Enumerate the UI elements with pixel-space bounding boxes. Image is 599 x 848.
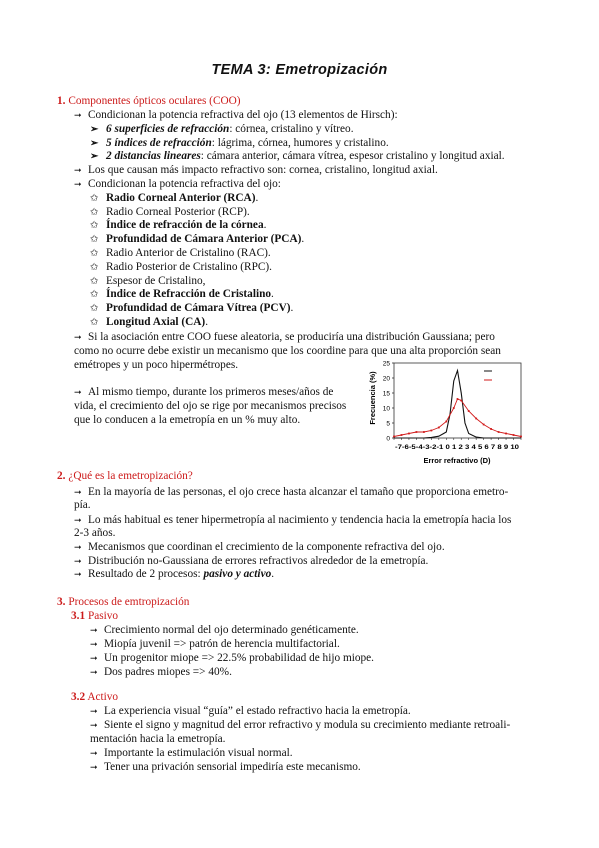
- list-item: ✩ Longitud Axial (CA).: [90, 316, 209, 328]
- data-point: [483, 424, 485, 426]
- data-point: [490, 428, 492, 430]
- series-line-red: [394, 399, 521, 437]
- page-title: TEMA 3: Emetropización: [211, 62, 388, 78]
- chart-x-label: Error refractivo (D): [423, 456, 491, 465]
- chart-plot-frame: [394, 363, 521, 438]
- y-tick-label: 10: [382, 405, 390, 413]
- arrow-icon: ➞: [74, 542, 82, 552]
- data-point: [460, 400, 462, 402]
- paragraph-line: ➞ Si la asociación entre COO fuese aleatoria, se produciría una distribución Gaussiana; pero: [74, 331, 495, 343]
- list-item: ✩ Radio Corneal Anterior (RCA).: [90, 192, 259, 204]
- star-bullet-icon: ✩: [90, 289, 99, 300]
- list-item: ➞ La experiencia visual “guía” el estado refractivo hacia la emetropía.: [90, 705, 411, 717]
- star-bullet-icon: ✩: [90, 317, 99, 328]
- y-tick-label: 0: [386, 435, 390, 443]
- arrow-icon: ➞: [74, 179, 82, 189]
- paragraph-line: como no ocurre debe existir un mecanismo que los coordine para que una alta proporción sean: [74, 345, 501, 357]
- section-2-heading: 2. ¿Qué es la emetropización?: [57, 470, 193, 482]
- data-point: [393, 436, 395, 438]
- paragraph-line: vida, el crecimiento del ojo se rige por mecanismos precisos: [74, 400, 347, 412]
- section-1-heading: 1. Componentes ópticos oculares (COO): [57, 95, 241, 107]
- list-item: ✩ Radio Corneal Posterior (RCP).: [90, 206, 250, 218]
- data-point: [438, 427, 440, 429]
- paragraph-line: ➞ Lo más habitual es tener hipermetropía al nacimiento y tendencia hacia la emetropía hacia los: [74, 514, 512, 526]
- list-item: ✩ Profundidad de Cámara Vítrea (PCV).: [90, 302, 294, 314]
- chart-legend: [484, 371, 492, 380]
- star-bullet-icon: ✩: [90, 193, 99, 204]
- data-point: [416, 431, 418, 433]
- data-point: [408, 433, 410, 435]
- data-point: [401, 434, 403, 436]
- paragraph-line: ➞ Al mismo tiempo, durante los primeros meses/años de: [74, 386, 334, 398]
- arrow-icon: ➞: [74, 556, 82, 566]
- list-item: ➞ Distribución no-Gaussiana de errores refractivos alrededor de la emetropía.: [74, 555, 429, 567]
- arrow-icon: ➞: [74, 487, 82, 497]
- data-point: [520, 436, 522, 438]
- data-point: [468, 410, 470, 412]
- arrow-icon: ➞: [74, 165, 82, 175]
- arrow-icon: ➞: [74, 569, 82, 579]
- arrow-icon: ➞: [90, 762, 98, 772]
- list-item: ✩ Espesor de Cristalino,: [90, 275, 206, 287]
- list-item: ➢ 6 superficies de refracción: córnea, cristalino y vítreo.: [90, 123, 354, 135]
- arrow-icon: ➞: [74, 515, 82, 525]
- list-item: ➞ Crecimiento normal del ojo determinado genéticamente.: [90, 624, 359, 636]
- list-item: ➞ Resultado de 2 procesos: pasivo y activo.: [74, 568, 275, 580]
- chart-y-label: Frecuencia (%): [368, 371, 377, 425]
- paragraph-line: pía.: [74, 499, 91, 511]
- chevron-bullet-icon: ➢: [90, 124, 99, 135]
- y-tick-label: 20: [382, 375, 390, 383]
- y-tick-label: 15: [382, 390, 390, 398]
- star-bullet-icon: ✩: [90, 276, 99, 287]
- list-item: ✩ Profundidad de Cámara Anterior (PCA).: [90, 233, 305, 245]
- paragraph-line: mentación hacia la emetropía.: [90, 733, 226, 745]
- data-point: [498, 431, 500, 433]
- list-item: ➞ Condicionan la potencia refractiva del ojo:: [74, 178, 281, 190]
- data-point: [505, 433, 507, 435]
- list-item: ➞ Tener una privación sensorial impediría este mecanismo.: [90, 761, 361, 773]
- paragraph-line: emétropes y un poco hipermétropes.: [74, 359, 239, 371]
- data-point: [430, 430, 432, 432]
- star-bullet-icon: ✩: [90, 248, 99, 259]
- data-point: [423, 431, 425, 433]
- list-item: ➞ Importante la estimulación visual normal.: [90, 747, 293, 759]
- list-item: ✩ Radio Posterior de Cristalino (RPC).: [90, 261, 272, 273]
- list-item: ➞ Miopía juvenil => patrón de herencia multifactorial.: [90, 638, 340, 650]
- y-tick-label: 25: [382, 360, 390, 368]
- data-point: [445, 421, 447, 423]
- section-3-heading: 3. Procesos de emtropización: [57, 596, 190, 608]
- data-point: [513, 434, 515, 436]
- arrow-icon: ➞: [90, 625, 98, 635]
- arrow-icon: ➞: [90, 639, 98, 649]
- star-bullet-icon: ✩: [90, 303, 99, 314]
- star-bullet-icon: ✩: [90, 207, 99, 218]
- data-point: [453, 407, 455, 409]
- arrow-icon: ➞: [90, 667, 98, 677]
- list-item: ➞ Condicionan la potencia refractiva del ojo (13 elementos de Hirsch):: [74, 109, 398, 121]
- list-item: ✩ Índice de Refracción de Cristalino.: [90, 288, 274, 300]
- arrow-icon: ➞: [74, 387, 82, 397]
- list-item: ➞ Los que causan más impacto refractivo son: cornea, cristalino, longitud axial.: [74, 164, 438, 176]
- star-bullet-icon: ✩: [90, 262, 99, 273]
- paragraph-line: ➞ Siente el signo y magnitud del error refractivo y modula su crecimiento mediante retroali-: [90, 719, 511, 731]
- arrow-icon: ➞: [90, 748, 98, 758]
- list-item: ✩ Radio Anterior de Cristalino (RAC).: [90, 247, 271, 259]
- arrow-icon: ➞: [90, 706, 98, 716]
- list-item: ➞ Un progenitor miope => 22.5% probabilidad de hijo miope.: [90, 652, 375, 664]
- arrow-icon: ➞: [74, 332, 82, 342]
- chevron-bullet-icon: ➢: [90, 151, 99, 162]
- list-item: ➞ Mecanismos que coordinan el crecimiento de la componente refractiva del ojo.: [74, 541, 445, 553]
- list-item: ➢ 2 distancias lineares: cámara anterior, cámara vítrea, espesor cristalino y longitud axial.: [90, 150, 505, 162]
- star-bullet-icon: ✩: [90, 234, 99, 245]
- data-point: [475, 418, 477, 420]
- paragraph-line: 2-3 años.: [74, 527, 116, 539]
- data-point: [457, 398, 459, 400]
- chevron-bullet-icon: ➢: [90, 138, 99, 149]
- y-tick-label: 5: [386, 420, 390, 428]
- list-item: ✩ Índice de refracción de la córnea.: [90, 219, 267, 231]
- star-bullet-icon: ✩: [90, 220, 99, 231]
- list-item: ➞ Dos padres miopes => 40%.: [90, 666, 232, 678]
- arrow-icon: ➞: [74, 110, 82, 120]
- chart-x-tick-labels: -7-6-5-4-3-2-1 0 1 2 3 4 5 6 7 8 9 10: [395, 444, 520, 451]
- paragraph-line: ➞ En la mayoría de las personas, el ojo crece hasta alcanzar el tamaño que proporciona emetro-: [74, 486, 509, 498]
- series-line-black: [394, 371, 521, 439]
- arrow-icon: ➞: [90, 720, 98, 730]
- subsection-3-2-heading: 3.2 Activo: [71, 691, 119, 703]
- subsection-3-1-heading: 3.1 Pasivo: [71, 610, 119, 622]
- arrow-icon: ➞: [90, 653, 98, 663]
- chart-marks: [393, 371, 522, 439]
- list-item: ➢ 5 índices de refracción: lágrima, córnea, humores y cristalino.: [90, 137, 389, 149]
- paragraph-line: que lo conducen a la emetropía en un % muy alto.: [74, 414, 301, 426]
- refractive-error-chart: [364, 358, 534, 470]
